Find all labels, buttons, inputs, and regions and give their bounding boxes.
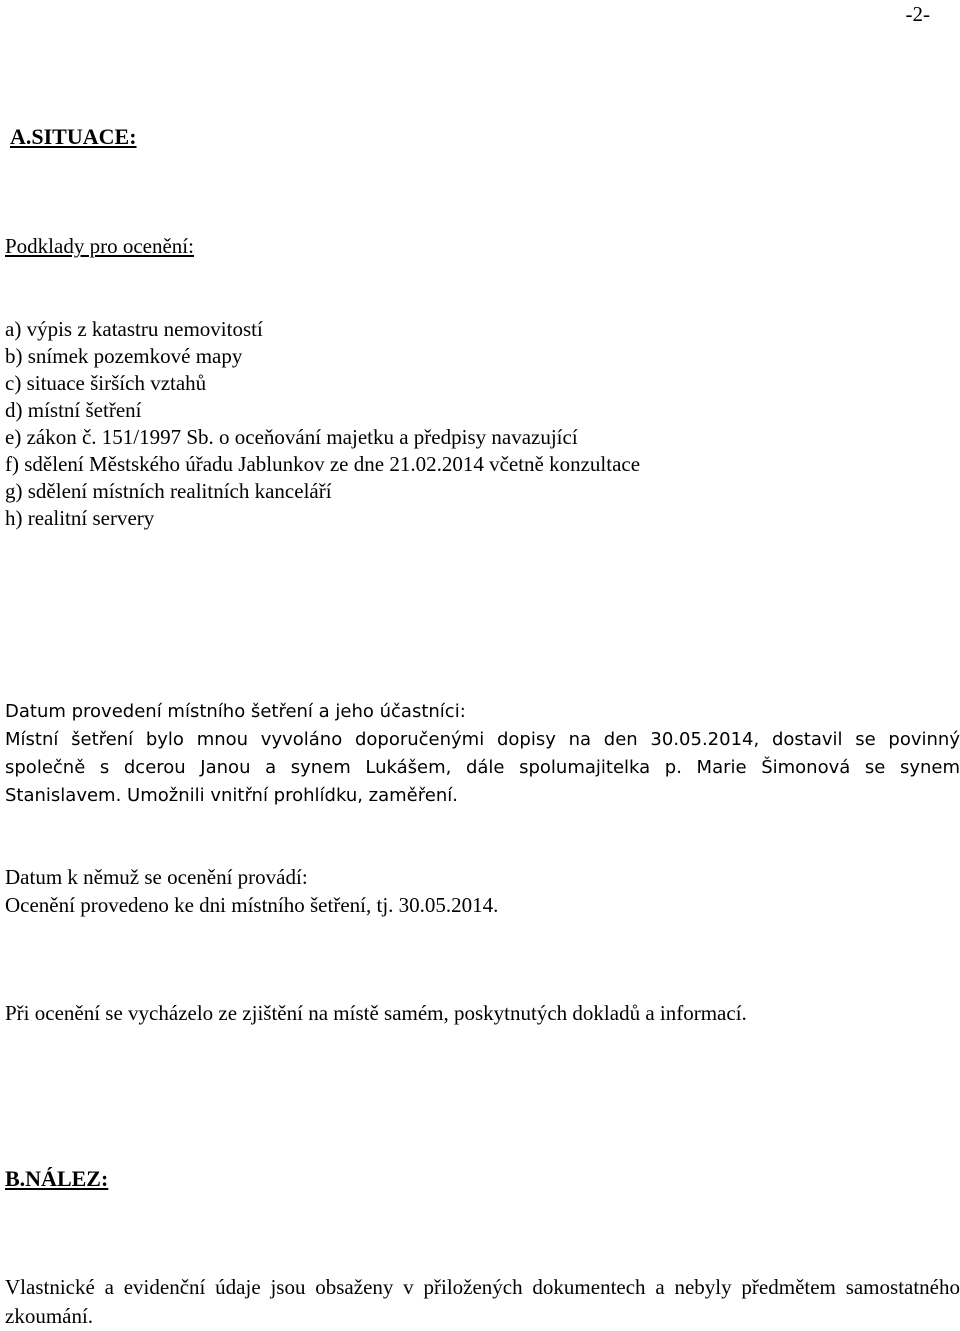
list-item: b) snímek pozemkové mapy <box>5 344 243 368</box>
page-number: -2- <box>905 2 930 26</box>
datum-setreni-text: Místní šetření bylo mnou vyvoláno doporučenými dopisy na den 30.05.2014, dostavil se povinný společně s dcerou Janou a synem Lukášem, dále spolumajitelka p. Marie Šimonová se synem Stanislavem. Umožnili vnitřní prohlídku, zaměření. <box>5 729 960 806</box>
podklady-list <box>5 316 640 532</box>
list-item: e) zákon č. 151/1997 Sb. o oceňování majetku a předpisy navazující <box>5 425 578 449</box>
list-item: h) realitní servery <box>5 506 155 530</box>
list-item: a) výpis z katastru nemovitostí <box>5 317 263 341</box>
section-b-title: B.NÁLEZ: <box>5 1166 109 1191</box>
section-a-title: A.SITUACE: <box>10 124 137 149</box>
list-item: f) sdělení Městského úřadu Jablunkov ze dne 21.02.2014 včetně konzultace <box>5 452 641 476</box>
datum-oceneni-heading: Datum k němuž se ocenění provádí: <box>5 865 308 889</box>
list-item: c) situace širších vztahů <box>5 371 207 395</box>
vlastnicke-text: Vlastnické a evidenční údaje jsou obsaženy v přiložených dokumentech a nebyly předmětem samostatného zkoumání. <box>5 1275 960 1328</box>
datum-oceneni-text: Ocenění provedeno ke dni místního šetření, tj. 30.05.2014. <box>5 893 499 917</box>
list-item: d) místní šetření <box>5 398 142 422</box>
list-item: g) sdělení místních realitních kanceláří <box>5 479 332 503</box>
zjisteni-text: Při ocenění se vycházelo ze zjištění na místě samém, poskytnutých dokladů a informací. <box>5 1001 747 1025</box>
datum-setreni-heading: Datum provedení místního šetření a jeho účastníci: <box>5 701 466 722</box>
podklady-heading: Podklady pro ocenění: <box>5 234 194 258</box>
